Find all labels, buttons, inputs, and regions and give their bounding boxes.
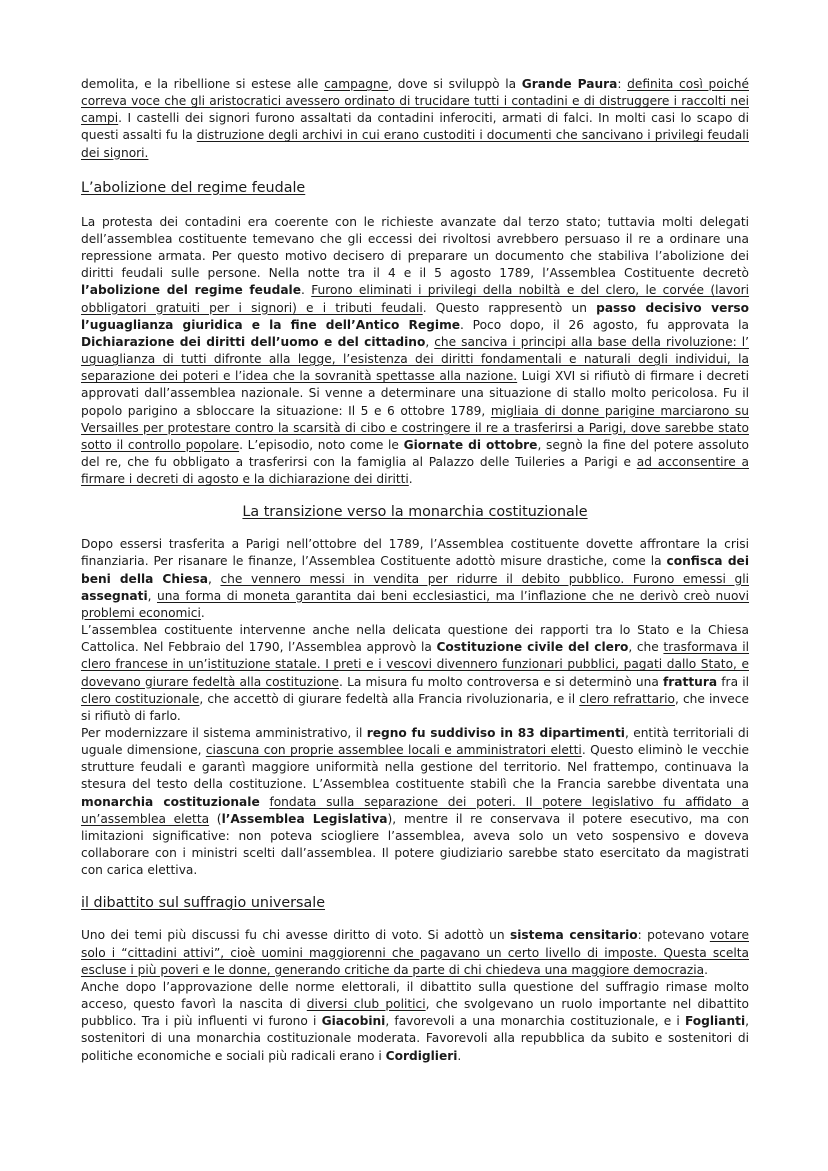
underlined-text: campagne bbox=[324, 77, 389, 91]
underlined-text: una forma di moneta garantita dai beni ecclesiastici, ma l’inflazione che ne derivò creò nuovi problemi economici bbox=[81, 588, 750, 620]
text: , che accettò di giurare fedeltà alla Francia rivoluzionaria, e il bbox=[199, 691, 580, 706]
section1-paragraph bbox=[81, 214, 749, 489]
text: L’assemblea costituente intervenne anche nella delicata questione dei rapporti tra lo Stato e la Chiesa Cattolica. Nel Febbraio del 1790, l’Assemblea approvò la bbox=[81, 623, 749, 655]
bold-text: Dichiarazione dei diritti dell’uomo e del cittadino bbox=[81, 334, 426, 349]
text: , entità territoriali di uguale dimensione, bbox=[81, 726, 749, 758]
bold-text: Giacobini bbox=[321, 1014, 386, 1029]
text: . L’episodio, noto come le bbox=[239, 437, 404, 452]
bold-text: regno fu suddiviso in 83 dipartimenti bbox=[366, 726, 625, 740]
text: : bbox=[617, 77, 628, 91]
bold-text: Foglianti bbox=[684, 1014, 746, 1029]
bold-text: Giornate di ottobre bbox=[403, 437, 538, 452]
underlined-text: ad acconsentire a firmare i decreti di agosto e la dichiarazione dei diritti bbox=[81, 454, 750, 487]
text: Dopo essersi trasferita a Parigi nell’ottobre del 1789, l’Assemblea costituente dovette affrontare la crisi finanziaria. Per risanare le finanze, l’Assemblea Costituente adottò misure drastiche, come la bbox=[81, 537, 749, 569]
text: . bbox=[200, 605, 205, 620]
text: , che bbox=[628, 640, 664, 655]
text: , dove si sviluppò la bbox=[388, 77, 522, 91]
text: Per modernizzare il sistema amministrativo, il bbox=[81, 726, 367, 740]
text: . bbox=[408, 472, 413, 487]
text: . La misura fu molto controversa e si determinò una bbox=[339, 674, 663, 689]
underlined-text: ciascuna con proprie assemblee locali e amministratori eletti bbox=[205, 743, 582, 758]
underlined-text: distruzione degli archivi in cui erano custoditi i documenti che sancivano i privilegi feudali dei signori. bbox=[81, 128, 749, 160]
section2-paragraph-2 bbox=[81, 622, 749, 725]
section-heading-transizione: La transizione verso la monarchia costituzionale bbox=[242, 504, 588, 521]
text: . Questo eliminò le vecchie strutture feudali e garantì maggiore uniformità nella gestione del territorio. Nel frattempo, continuava la stesura del testo della costituzione. L’Assemblea costituente stabilì che la Francia sarebbe diventata una bbox=[81, 743, 749, 792]
text: , favorevoli a una monarchia costituzionale, e i bbox=[385, 1014, 685, 1029]
intro-paragraph bbox=[81, 76, 749, 162]
text: ( bbox=[209, 811, 222, 826]
underlined-text: Furono eliminati i privilegi della nobiltà e del clero, le corvée (lavori obbligatori gratuiti per i signori) e i tributi feudali bbox=[81, 283, 750, 315]
section-heading-suffragio: il dibattito sul suffragio universale bbox=[81, 895, 326, 912]
text: , sostenitori di una monarchia costituzionale moderata. Favorevoli alla repubblica da subito e sostenitori di politiche economiche e sociali più radicali erano i bbox=[81, 1014, 750, 1063]
text: . bbox=[457, 1048, 462, 1063]
bold-text: l’abolizione del regime feudale bbox=[81, 283, 302, 298]
underlined-text: fondata sulla separazione dei poteri. Il potere legislativo fu affidato a un’assemblea eletta bbox=[81, 794, 750, 826]
bold-text: assegnati bbox=[81, 588, 148, 603]
underlined-text: che vennero messi in vendita per ridurre il debito pubblico. Furono emessi gli bbox=[220, 571, 749, 586]
underlined-text: votare solo i “cittadini attivi”, cioè uomini maggiorenni che pagavano un certo livello di imposte. Questa scelta escluse i più poveri e le donne, generando critiche da parte di chi chiedeva una maggiore democrazia bbox=[81, 928, 749, 977]
text: : potevano bbox=[637, 928, 710, 943]
underlined-text: clero refrattario bbox=[579, 691, 675, 706]
text: , segnò la fine del potere assoluto del re, che fu obbligato a trasferirsi con la famiglia al Palazzo delle Tuileries a Parigi e bbox=[81, 437, 750, 469]
bold-text: confisca dei beni della Chiesa bbox=[81, 554, 749, 586]
text: , bbox=[425, 334, 435, 349]
text: Luigi XVI si rifiutò di firmare i decreti approvati dall’assemblea nazionale. Si venne a determinare una situazione di stallo molto pericolosa. Fu il popolo parigino a sbloccare la situazione: Il 5 e 6 ottobre 1789, bbox=[81, 369, 749, 418]
underlined-text: trasformava il clero francese in un’istituzione statale. I preti e i vescovi divennero funzionari pubblici, pagati dallo Stato, e dovevano giurare fedeltà alla costituzione bbox=[81, 640, 750, 689]
text: La protesta dei contadini era coerente con le richieste avanzate dal terzo stato; tuttavia molti delegati dell’assemblea costituente temevano che gli eccessi dei rivoltosi avrebbero persuaso il re a ordinare una repressione armata. Per questo motivo decisero di preparare un documento che stabiliva l’abolizione dei diritti feudali sulle persone. Nella notte tra il 4 e il 5 agosto 1789, l’Assemblea Costituente decretò bbox=[81, 214, 749, 281]
text: . Poco dopo, il 26 agosto, fu approvata la bbox=[460, 317, 749, 332]
section2-paragraph-1 bbox=[81, 536, 749, 622]
text: ), mentre il re conservava il potere esecutivo, ma con limitazioni significative: non poteva sciogliere l’assemblea, aveva solo un veto sospensivo e doveva collaborare con i ministri scelti dall’assemblea. Il potere giudiziario sarebbe stato esercitato da magistrati con carica elettiva. bbox=[81, 811, 749, 878]
bold-text: monarchia costituzionale bbox=[81, 794, 260, 809]
text: Uno dei temi più discussi fu chi avesse diritto di voto. Si adottò un bbox=[81, 928, 510, 943]
page-content bbox=[81, 76, 749, 1065]
text: fra il bbox=[717, 674, 749, 689]
bold-text: Grande Paura bbox=[521, 77, 618, 91]
bold-text: frattura bbox=[662, 674, 718, 689]
text: , bbox=[207, 571, 221, 586]
bold-text: passo decisivo verso l’uguaglianza giuridica e la fine dell’Antico Regime bbox=[81, 300, 749, 332]
underlined-text: che sanciva i principi alla base della rivoluzione: l’ uguaglianza di tutti difronte alla legge, l’esistenza dei diritti fondamentali e naturali degli individui, la separazione dei poteri e l’idea che la sovranità spettasse alla nazione. bbox=[81, 334, 749, 384]
text: . I castelli dei signori furono assaltati da contadini inferociti, armati di falci. In molti casi lo scapo di questi assalti fu la bbox=[81, 111, 749, 143]
underlined-text: migliaia di donne parigine marciarono su Versailles per protestare contro la scarsità di cibo e costringere il re a trasferirsi a Parigi, dove sarebbe stato sotto il controllo popolare bbox=[81, 403, 749, 452]
bold-text: sistema censitario bbox=[509, 928, 638, 943]
section3-paragraph-1 bbox=[81, 927, 749, 978]
section-heading-abolizione: L’abolizione del regime feudale bbox=[81, 179, 306, 196]
underlined-text: clero costituzionale bbox=[81, 691, 200, 706]
text: , che invece si rifiutò di farlo. bbox=[81, 691, 749, 723]
section3-paragraph-2 bbox=[81, 979, 749, 1065]
section2-paragraph-3 bbox=[81, 725, 749, 879]
text: . bbox=[704, 962, 708, 977]
bold-text: Cordiglieri bbox=[385, 1048, 458, 1063]
underlined-text: diversi club politici bbox=[306, 997, 426, 1012]
bold-text: Costituzione civile del clero bbox=[436, 640, 629, 655]
text: , che svolgevano un ruolo importante nel dibattito pubblico. Tra i più influenti vi furono i bbox=[81, 997, 750, 1029]
bold-text: l’Assemblea Legislativa bbox=[221, 811, 388, 826]
text bbox=[260, 795, 270, 809]
text: . bbox=[301, 283, 312, 298]
underlined-text: definita così poiché correva voce che gli aristocratici avessero ordinato di trucidare tutti i contadini e di distruggere i raccolti nei campi bbox=[81, 77, 750, 126]
text: Anche dopo l’approvazione delle norme elettorali, il dibattito sulla questione del suffragio rimase molto acceso, questo favorì la nascita di bbox=[81, 979, 749, 1012]
text: , bbox=[147, 588, 157, 603]
text: demolita, e la ribellione si estese alle bbox=[81, 77, 325, 91]
text: . Questo rappresentò un bbox=[422, 300, 597, 315]
